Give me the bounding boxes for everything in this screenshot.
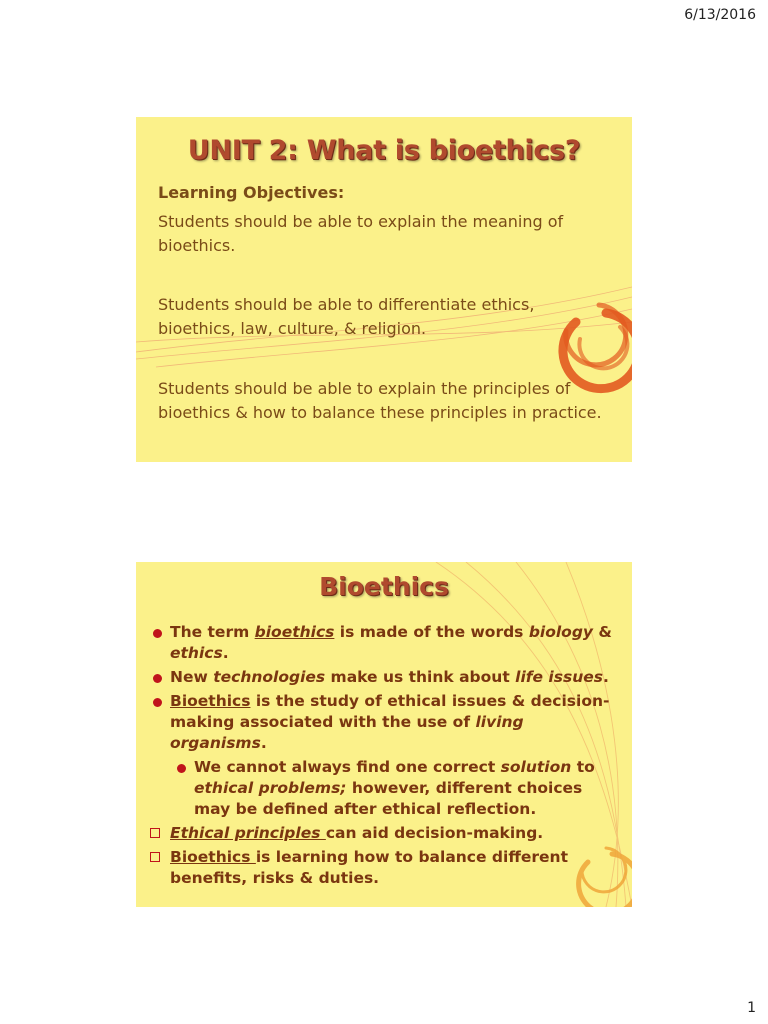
list-item: New technologies make us think about life issues. (150, 667, 612, 688)
list-item: We cannot always find one correct solution to ethical problems; however, different choices may be defined after ethical reflection. (174, 757, 612, 820)
slide-1 (136, 117, 632, 462)
checkbox-square-icon (150, 828, 160, 838)
list-item: Bioethics is learning how to balance different benefits, risks & duties. (150, 847, 612, 889)
objective-1: Students should be able to explain the meaning of bioethics. (158, 212, 564, 255)
page-number: 1 (747, 1000, 756, 1016)
list-item: Bioethics is the study of ethical issues & decision-making associated with the use of living organisms. (150, 691, 612, 754)
bullet-dot-icon (153, 629, 162, 638)
bullet-dot-icon (153, 674, 162, 683)
page-date: 6/13/2016 (684, 7, 756, 23)
objective-2: Students should be able to differentiate ethics, bioethics, law, culture, & religion. (158, 295, 535, 338)
list-item: The term bioethics is made of the words biology & ethics. (150, 622, 612, 664)
bullet-dot-icon (153, 698, 162, 707)
checkbox-square-icon (150, 852, 160, 862)
learning-objectives-heading: Learning Objectives: (158, 183, 345, 202)
slide-2-title: Bioethics (319, 572, 449, 601)
objective-3: Students should be able to explain the principles of bioethics & how to balance these principles in practice. (158, 379, 602, 422)
slide-1-title: UNIT 2: What is bioethics? (187, 135, 581, 166)
list-item: Ethical principles can aid decision-making. (150, 823, 612, 844)
bioethics-bullet-list (150, 622, 612, 892)
bullet-dot-icon (177, 764, 186, 773)
slide-2 (136, 562, 632, 907)
